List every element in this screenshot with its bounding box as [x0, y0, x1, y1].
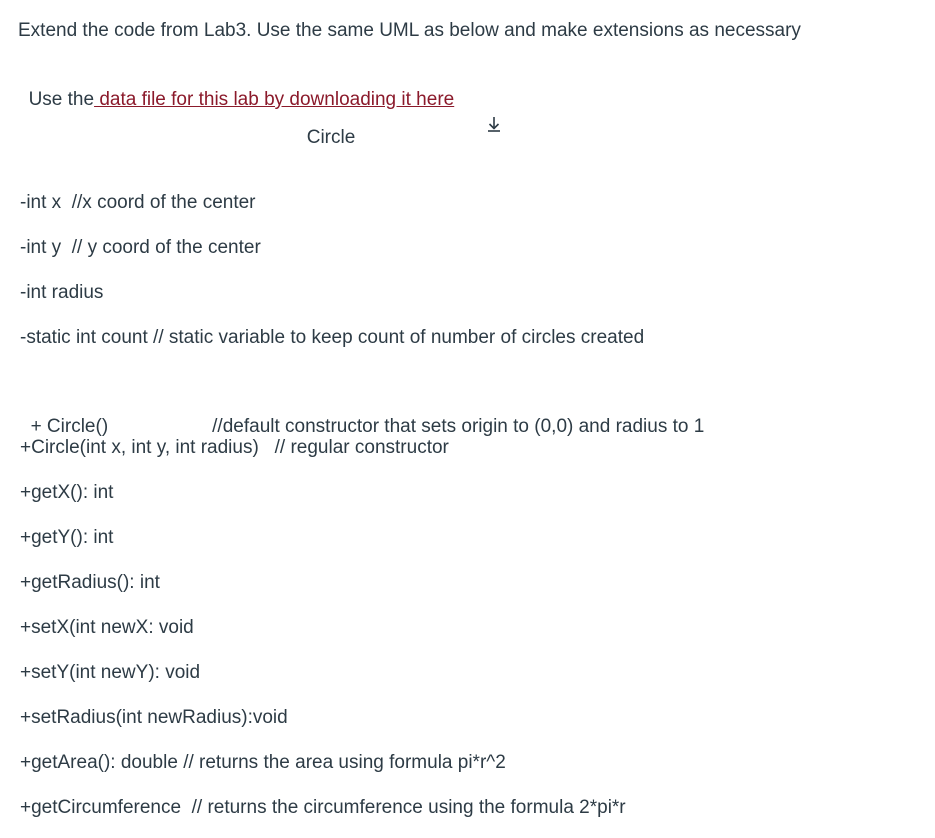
uml-class-name: Circle: [306, 127, 356, 148]
uml-attribute: -static int count // static variable to keep count of number of circles created: [20, 327, 645, 348]
download-prefix: Use the: [28, 89, 95, 110]
data-file-download-link[interactable]: data file for this lab by downloading it here: [94, 89, 455, 110]
uml-default-constructor: [20, 391, 704, 439]
uml-method: +setX(int newX: void: [20, 617, 194, 638]
uml-method: +getCircumference // returns the circumference using the formula 2*pi*r: [20, 797, 626, 818]
uml-method: +Circle(int x, int y, int radius) // regular constructor: [20, 437, 449, 458]
default-constructor-signature: + Circle(): [30, 416, 109, 437]
instruction-text: Extend the code from Lab3. Use the same UML as below and make extensions as necessary: [18, 20, 801, 41]
uml-attribute: -int radius: [20, 282, 104, 303]
download-arrow-icon[interactable]: [464, 91, 482, 109]
uml-attribute: -int y // y coord of the center: [20, 237, 261, 258]
uml-method: +getY(): int: [20, 527, 114, 548]
uml-method: +getArea(): double // returns the area using formula pi*r^2: [20, 752, 506, 773]
uml-attribute: -int x //x coord of the center: [20, 192, 256, 213]
default-constructor-comment: //default constructor that sets origin to (0,0) and radius to 1: [212, 416, 705, 437]
uml-method: +getRadius(): int: [20, 572, 160, 593]
uml-method: +setY(int newY): void: [20, 662, 201, 683]
download-instruction: [18, 64, 482, 112]
uml-method: +setRadius(int newRadius):void: [20, 707, 288, 728]
uml-method: +getX(): int: [20, 482, 114, 503]
